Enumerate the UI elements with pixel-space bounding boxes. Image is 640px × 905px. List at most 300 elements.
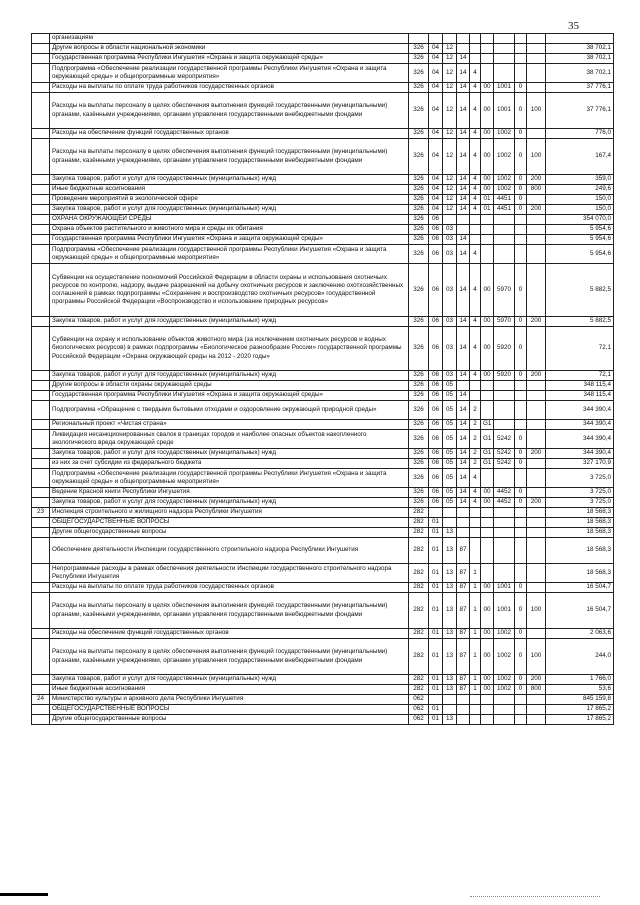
code-cell: 14: [457, 195, 470, 205]
code-cell: 05: [443, 459, 457, 469]
code-cell: 87: [457, 629, 470, 639]
code-cell: 13: [443, 715, 457, 725]
table-row: [32, 264, 614, 317]
code-cell: 0: [515, 93, 527, 129]
code-cell: 282: [409, 675, 429, 685]
amount-cell: 5 954,6: [546, 245, 614, 264]
code-cell: 13: [443, 685, 457, 695]
expense-name: Обеспечение деятельности Инспекции государственного строительного надзора Республики Ингушетия: [50, 538, 409, 564]
code-cell: 100: [527, 139, 546, 175]
expense-name: Закупка товаров, работ и услуг для государственных (муниципальных) нужд: [50, 205, 409, 215]
code-cell: 200: [527, 498, 546, 508]
row-number: [32, 34, 50, 44]
code-cell: [470, 54, 481, 64]
code-cell: 06: [429, 245, 443, 264]
code-cell: [494, 401, 515, 420]
code-cell: 4: [470, 264, 481, 317]
table-row: [32, 469, 614, 488]
code-cell: 4452: [494, 488, 515, 498]
code-cell: [481, 705, 494, 715]
code-cell: 326: [409, 129, 429, 139]
code-cell: 13: [443, 583, 457, 593]
amount-cell: 3 725,0: [546, 488, 614, 498]
code-cell: 12: [443, 93, 457, 129]
code-cell: [457, 34, 470, 44]
code-cell: [494, 508, 515, 518]
code-cell: [481, 715, 494, 725]
code-cell: 326: [409, 215, 429, 225]
code-cell: 326: [409, 488, 429, 498]
table-row: [32, 195, 614, 205]
code-cell: 14: [457, 264, 470, 317]
code-cell: 326: [409, 235, 429, 245]
code-cell: 4: [470, 185, 481, 195]
expense-name: Расходы на выплаты персоналу в целях обеспечения выполнения функций государственными (муниципальными) органами, казёнными учреждениями, органами управления государственными внебюджетными фондами: [50, 93, 409, 129]
table-row: [32, 593, 614, 629]
amount-cell: 150,0: [546, 195, 614, 205]
amount-cell: 776,0: [546, 129, 614, 139]
code-cell: 326: [409, 391, 429, 401]
code-cell: 01: [429, 583, 443, 593]
row-number: [32, 371, 50, 381]
row-number: [32, 129, 50, 139]
code-cell: 00: [481, 639, 494, 675]
code-cell: [515, 64, 527, 83]
code-cell: [515, 715, 527, 725]
code-cell: [527, 215, 546, 225]
code-cell: [443, 34, 457, 44]
code-cell: [481, 64, 494, 83]
code-cell: 04: [429, 185, 443, 195]
table-row: [32, 381, 614, 391]
code-cell: 1: [470, 629, 481, 639]
code-cell: [481, 469, 494, 488]
table-row: [32, 327, 614, 371]
code-cell: [515, 391, 527, 401]
amount-cell: 53,6: [546, 685, 614, 695]
code-cell: 326: [409, 381, 429, 391]
code-cell: 0: [515, 175, 527, 185]
code-cell: [527, 508, 546, 518]
code-cell: 0: [515, 129, 527, 139]
expense-name: Расходы на выплаты персоналу в целях обеспечения выполнения функций государственными (муниципальными) органами, казёнными учреждениями, органами управления государственными внебюджетными фондами: [50, 139, 409, 175]
code-cell: 2: [470, 401, 481, 420]
code-cell: 05: [443, 430, 457, 449]
code-cell: 01: [429, 564, 443, 583]
row-number: [32, 528, 50, 538]
amount-cell: 18 568,3: [546, 518, 614, 528]
expense-name: Субвенции на охрану и использование объектов животного мира (за исключением охотничьих ресурсов и водных биологических ресурсов) в рамках подпрограммы «Биологическое разнообразие России» государственной программы Российской Федерации «Охрана окружающей среды на 2012 - 2020 годы»: [50, 327, 409, 371]
code-cell: 2: [470, 420, 481, 430]
expense-name: Другие общегосударственные вопросы: [50, 528, 409, 538]
row-number: [32, 430, 50, 449]
code-cell: [527, 83, 546, 93]
code-cell: 1002: [494, 675, 515, 685]
code-cell: 326: [409, 139, 429, 175]
code-cell: 14: [457, 205, 470, 215]
amount-cell: 1 766,0: [546, 675, 614, 685]
table-row: [32, 215, 614, 225]
code-cell: [527, 629, 546, 639]
code-cell: 0: [515, 583, 527, 593]
code-cell: [470, 391, 481, 401]
code-cell: 0: [515, 430, 527, 449]
amount-cell: 249,6: [546, 185, 614, 195]
code-cell: [457, 215, 470, 225]
row-number: [32, 639, 50, 675]
code-cell: [457, 381, 470, 391]
code-cell: 4: [470, 469, 481, 488]
code-cell: [527, 44, 546, 54]
row-number: [32, 317, 50, 327]
code-cell: 06: [429, 317, 443, 327]
row-number: 23: [32, 508, 50, 518]
code-cell: [481, 34, 494, 44]
expense-name: Другие общегосударственные вопросы: [50, 715, 409, 725]
row-number: [32, 327, 50, 371]
expense-name: Расходы на обеспечение функций государственных органов: [50, 629, 409, 639]
code-cell: 326: [409, 264, 429, 317]
expense-name: Закупка товаров, работ и услуг для государственных (муниципальных) нужд: [50, 449, 409, 459]
code-cell: G1: [481, 430, 494, 449]
code-cell: 0: [515, 498, 527, 508]
code-cell: 1002: [494, 629, 515, 639]
code-cell: 282: [409, 518, 429, 528]
code-cell: 14: [457, 235, 470, 245]
expense-name: Закупка товаров, работ и услуг для государственных (муниципальных) нужд: [50, 498, 409, 508]
table-row: [32, 459, 614, 469]
code-cell: 06: [429, 420, 443, 430]
code-cell: 2: [470, 430, 481, 449]
code-cell: 04: [429, 129, 443, 139]
expense-name: Иные бюджетные ассигнования: [50, 185, 409, 195]
code-cell: G1: [481, 459, 494, 469]
code-cell: 326: [409, 371, 429, 381]
expense-name: Закупка товаров, работ и услуг для государственных (муниципальных) нужд: [50, 675, 409, 685]
expense-name: Расходы на обеспечение функций государственных органов: [50, 129, 409, 139]
code-cell: 06: [429, 401, 443, 420]
code-cell: 4: [470, 245, 481, 264]
table-row: [32, 420, 614, 430]
code-cell: [470, 34, 481, 44]
code-cell: 0: [515, 264, 527, 317]
code-cell: 03: [443, 245, 457, 264]
code-cell: 00: [481, 129, 494, 139]
amount-cell: 38 702,1: [546, 44, 614, 54]
code-cell: 05: [443, 449, 457, 459]
code-cell: 326: [409, 469, 429, 488]
code-cell: 326: [409, 83, 429, 93]
code-cell: 326: [409, 185, 429, 195]
amount-cell: 344 390,4: [546, 449, 614, 459]
code-cell: [429, 508, 443, 518]
code-cell: [470, 215, 481, 225]
code-cell: [527, 195, 546, 205]
code-cell: 326: [409, 54, 429, 64]
amount-cell: 244,0: [546, 639, 614, 675]
code-cell: 03: [443, 225, 457, 235]
code-cell: [470, 518, 481, 528]
code-cell: 5970: [494, 317, 515, 327]
code-cell: 4: [470, 498, 481, 508]
code-cell: 326: [409, 93, 429, 129]
code-cell: [527, 695, 546, 705]
code-cell: 06: [429, 488, 443, 498]
code-cell: 5242: [494, 430, 515, 449]
code-cell: 14: [457, 401, 470, 420]
code-cell: 14: [457, 245, 470, 264]
code-cell: [515, 401, 527, 420]
amount-cell: 359,0: [546, 175, 614, 185]
table-row: [32, 175, 614, 185]
expense-name: ОБЩЕГОСУДАРСТВЕННЫЕ ВОПРОСЫ: [50, 518, 409, 528]
amount-cell: 348 115,4: [546, 381, 614, 391]
code-cell: 87: [457, 639, 470, 675]
code-cell: 0: [515, 459, 527, 469]
code-cell: 5920: [494, 371, 515, 381]
code-cell: 03: [443, 327, 457, 371]
expense-name: Государственная программа Республики Ингушетия «Охрана и защита окружающей среды»: [50, 54, 409, 64]
amount-cell: 37 776,1: [546, 93, 614, 129]
code-cell: 062: [409, 695, 429, 705]
code-cell: 14: [457, 54, 470, 64]
code-cell: 12: [443, 185, 457, 195]
code-cell: 06: [429, 381, 443, 391]
code-cell: [481, 225, 494, 235]
amount-cell: 18 568,3: [546, 528, 614, 538]
code-cell: 326: [409, 459, 429, 469]
code-cell: 2: [470, 449, 481, 459]
code-cell: 0: [515, 195, 527, 205]
expense-name: Подпрограмма «Обеспечение реализации государственной программы Республики Ингушетия «Охрана и защита окружающей среды» и общепрограммные мероприятия»: [50, 245, 409, 264]
table-row: [32, 629, 614, 639]
row-number: [32, 449, 50, 459]
page-number: 35: [568, 20, 579, 32]
code-cell: 062: [409, 705, 429, 715]
code-cell: [457, 715, 470, 725]
code-cell: [527, 34, 546, 44]
expense-name: ОБЩЕГОСУДАРСТВЕННЫЕ ВОПРОСЫ: [50, 705, 409, 715]
row-number: [32, 245, 50, 264]
code-cell: 800: [527, 685, 546, 695]
code-cell: 01: [429, 538, 443, 564]
code-cell: 200: [527, 371, 546, 381]
code-cell: [470, 508, 481, 518]
code-cell: [527, 245, 546, 264]
code-cell: 282: [409, 629, 429, 639]
row-number: [32, 83, 50, 93]
row-number: [32, 215, 50, 225]
code-cell: 1: [470, 564, 481, 583]
amount-cell: 354 070,0: [546, 215, 614, 225]
code-cell: 282: [409, 528, 429, 538]
code-cell: 05: [443, 488, 457, 498]
row-number: [32, 538, 50, 564]
code-cell: 87: [457, 685, 470, 695]
table-row: [32, 564, 614, 583]
code-cell: 12: [443, 44, 457, 54]
amount-cell: 5 882,5: [546, 317, 614, 327]
code-cell: 03: [443, 264, 457, 317]
code-cell: 326: [409, 195, 429, 205]
code-cell: 01: [429, 528, 443, 538]
code-cell: [481, 695, 494, 705]
code-cell: [494, 528, 515, 538]
code-cell: 4: [470, 195, 481, 205]
code-cell: 12: [443, 54, 457, 64]
code-cell: 14: [457, 498, 470, 508]
code-cell: 00: [481, 675, 494, 685]
code-cell: 282: [409, 564, 429, 583]
code-cell: 4: [470, 93, 481, 129]
code-cell: 0: [515, 317, 527, 327]
table-row: [32, 317, 614, 327]
code-cell: [443, 705, 457, 715]
code-cell: 04: [429, 205, 443, 215]
table-row: [32, 54, 614, 64]
code-cell: 5242: [494, 459, 515, 469]
code-cell: 1: [470, 593, 481, 629]
code-cell: 00: [481, 175, 494, 185]
code-cell: [527, 381, 546, 391]
code-cell: 00: [481, 327, 494, 371]
code-cell: 13: [443, 538, 457, 564]
table-row: [32, 498, 614, 508]
code-cell: 0: [515, 449, 527, 459]
code-cell: 01: [429, 593, 443, 629]
amount-cell: 72,1: [546, 327, 614, 371]
expense-name: Охрана объектов растительного и животного мира и среды их обитания: [50, 225, 409, 235]
code-cell: 06: [429, 498, 443, 508]
code-cell: [494, 54, 515, 64]
code-cell: [443, 518, 457, 528]
expense-name: Другие вопросы в области национальной экономики: [50, 44, 409, 54]
expense-name: организациям: [50, 34, 409, 44]
budget-table: [31, 33, 614, 725]
code-cell: 0: [515, 629, 527, 639]
code-cell: [443, 215, 457, 225]
code-cell: 14: [457, 93, 470, 129]
code-cell: [494, 235, 515, 245]
code-cell: [515, 235, 527, 245]
code-cell: [527, 391, 546, 401]
code-cell: [457, 225, 470, 235]
expense-name: Расходы на выплаты персоналу в целях обеспечения выполнения функций государственными (муниципальными) органами, казёнными учреждениями, органами управления государственными внебюджетными фондами: [50, 639, 409, 675]
code-cell: 06: [429, 371, 443, 381]
code-cell: 1002: [494, 139, 515, 175]
row-number: [32, 44, 50, 54]
code-cell: 01: [429, 639, 443, 675]
code-cell: 4452: [494, 498, 515, 508]
code-cell: 282: [409, 593, 429, 629]
code-cell: 01: [429, 715, 443, 725]
code-cell: 00: [481, 264, 494, 317]
code-cell: 326: [409, 317, 429, 327]
code-cell: 0: [515, 593, 527, 629]
code-cell: [515, 54, 527, 64]
code-cell: [481, 245, 494, 264]
code-cell: 4451: [494, 205, 515, 215]
code-cell: [515, 538, 527, 564]
code-cell: [494, 705, 515, 715]
table-row: [32, 695, 614, 705]
code-cell: 06: [429, 459, 443, 469]
expense-name: Непрограммные расходы в рамках обеспечения деятельности Инспекции государственного строительного надзора Республики Ингушетия: [50, 564, 409, 583]
code-cell: 04: [429, 93, 443, 129]
code-cell: 14: [457, 488, 470, 498]
amount-cell: 18 568,3: [546, 538, 614, 564]
code-cell: 05: [443, 498, 457, 508]
code-cell: [470, 695, 481, 705]
code-cell: 04: [429, 195, 443, 205]
code-cell: 00: [481, 371, 494, 381]
code-cell: 326: [409, 498, 429, 508]
amount-cell: 16 504,7: [546, 583, 614, 593]
code-cell: 05: [443, 469, 457, 488]
code-cell: [494, 420, 515, 430]
code-cell: [457, 695, 470, 705]
code-cell: 14: [457, 371, 470, 381]
amount-cell: 327 170,9: [546, 459, 614, 469]
row-number: [32, 139, 50, 175]
table-row: [32, 44, 614, 54]
code-cell: 14: [457, 449, 470, 459]
code-cell: 00: [481, 583, 494, 593]
code-cell: 4: [470, 205, 481, 215]
code-cell: 0: [515, 639, 527, 675]
table-row: [32, 83, 614, 93]
code-cell: [457, 705, 470, 715]
code-cell: [481, 44, 494, 54]
code-cell: [527, 538, 546, 564]
code-cell: [457, 508, 470, 518]
table-row: [32, 639, 614, 675]
amount-cell: 17 865,2: [546, 705, 614, 715]
code-cell: [515, 508, 527, 518]
code-cell: 4: [470, 327, 481, 371]
table-row: [32, 675, 614, 685]
table-row: [32, 705, 614, 715]
code-cell: 326: [409, 420, 429, 430]
amount-cell: 344 390,4: [546, 420, 614, 430]
code-cell: [527, 459, 546, 469]
amount-cell: 5 882,5: [546, 264, 614, 317]
code-cell: 13: [443, 593, 457, 629]
row-number: [32, 93, 50, 129]
code-cell: 12: [443, 139, 457, 175]
row-number: [32, 225, 50, 235]
row-number: [32, 459, 50, 469]
code-cell: 1001: [494, 93, 515, 129]
row-number: [32, 488, 50, 498]
code-cell: 100: [527, 93, 546, 129]
code-cell: 12: [443, 83, 457, 93]
code-cell: 00: [481, 93, 494, 129]
code-cell: 14: [457, 430, 470, 449]
table-row: [32, 205, 614, 215]
code-cell: [515, 420, 527, 430]
code-cell: [470, 381, 481, 391]
table-row: [32, 64, 614, 83]
code-cell: 12: [443, 129, 457, 139]
code-cell: 200: [527, 317, 546, 327]
amount-cell: 348 115,4: [546, 391, 614, 401]
footer-rule: [0, 893, 48, 896]
code-cell: 14: [457, 420, 470, 430]
code-cell: 06: [429, 449, 443, 459]
code-cell: 12: [443, 175, 457, 185]
row-number: [32, 420, 50, 430]
